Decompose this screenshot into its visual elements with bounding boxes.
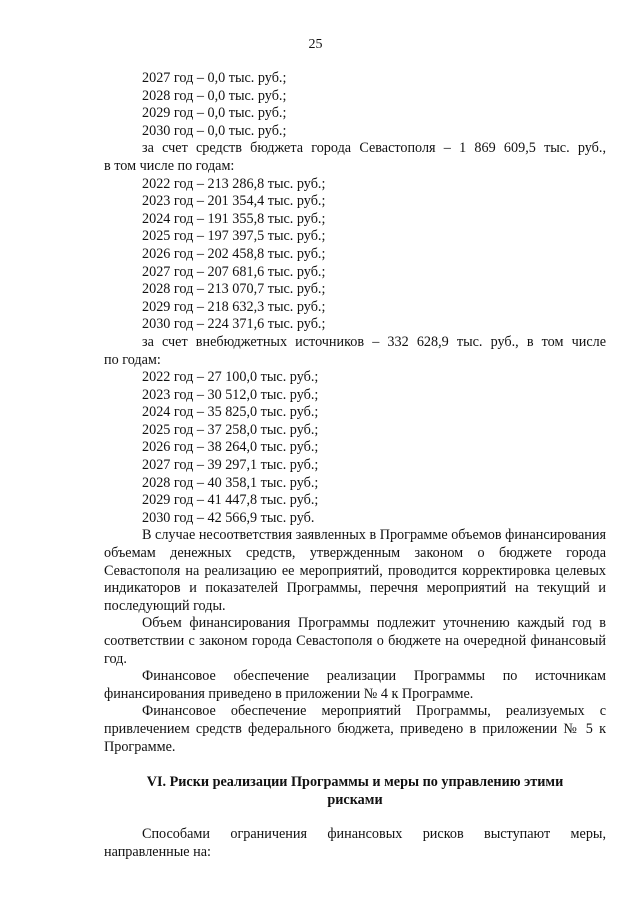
city-budget-intro-cont: в том числе по годам:	[104, 157, 235, 174]
list-item: 2030 год – 42 566,9 тыс. руб.	[142, 509, 315, 526]
list-item: 2025 год – 37 258,0 тыс. руб.;	[142, 421, 319, 438]
list-item: 2030 год – 0,0 тыс. руб.;	[142, 122, 287, 139]
list-item: 2027 год – 39 297,1 тыс. руб.;	[142, 457, 319, 474]
list-item: 2028 год – 213 070,7 тыс. руб.;	[142, 281, 326, 298]
page-number: 25	[308, 37, 323, 52]
list-item: 2028 год – 0,0 тыс. руб.;	[142, 87, 287, 104]
list-item: 2027 год – 207 681,6 тыс. руб.;	[142, 263, 326, 280]
list-item: 2029 год – 0,0 тыс. руб.;	[142, 105, 287, 122]
list-item: 2026 год – 38 264,0 тыс. руб.;	[142, 439, 319, 456]
list-item: 2023 год – 30 512,0 тыс. руб.;	[142, 386, 319, 403]
paragraph-appendix-5: Финансовое обеспечение мероприятий Программы, реализуемых с привлечением средств федерального бюджета, приведено в приложении № 5 к Программе.	[104, 703, 606, 755]
list-item: 2028 год – 40 358,1 тыс. руб.;	[142, 474, 319, 491]
extra-budget-block	[104, 334, 606, 528]
list-item: 2029 год – 41 447,8 тыс. руб.;	[142, 492, 319, 509]
paragraph-appendix-4: Финансовое обеспечение реализации Программы по источникам финансирования приведено в приложении № 4 к Программе.	[104, 668, 606, 702]
list-item: 2029 год – 218 632,3 тыс. руб.;	[142, 298, 326, 315]
list-item: 2022 год – 27 100,0 тыс. руб.;	[142, 369, 319, 386]
document-body	[104, 70, 606, 862]
paragraph-risk-measures: Способами ограничения финансовых рисков выступают меры, направленные на:	[104, 826, 606, 860]
list-item: 2024 год – 191 355,8 тыс. руб.;	[142, 210, 326, 227]
list-item: 2025 год – 197 397,5 тыс. руб.;	[142, 228, 326, 245]
list-item: 2027 год – 0,0 тыс. руб.;	[142, 70, 287, 86]
top-year-list	[104, 70, 606, 140]
extra-budget-intro: за счет внебюджетных источников – 332 628,9 тыс. руб., в том числе	[142, 333, 606, 350]
list-item: 2022 год – 213 286,8 тыс. руб.;	[142, 175, 326, 192]
extra-budget-intro-cont: по годам:	[104, 351, 161, 368]
city-budget-intro: за счет средств бюджета города Севастополя – 1 869 609,5 тыс. руб.,	[142, 140, 606, 157]
city-budget-block	[104, 140, 606, 334]
paragraph-annual-update: Объем финансирования Программы подлежит уточнению каждый год в соответствии с законом города Севастополя о бюджете на очередной финансовый год.	[104, 615, 606, 667]
paragraph-mismatch: В случае несоответствия заявленных в Программе объемов финансирования объемам денежных средств, утвержденным законом о бюджете города Севастополя на реализацию ее мероприятий, проводится корректировка целевых индикаторов и показателей Программы, перечня мероприятий на текущий и последующий годы.	[104, 527, 606, 614]
list-item: 2023 год – 201 354,4 тыс. руб.;	[142, 193, 326, 210]
list-item: 2024 год – 35 825,0 тыс. руб.;	[142, 404, 319, 421]
list-item: 2030 год – 224 371,6 тыс. руб.;	[142, 316, 326, 333]
list-item: 2026 год – 202 458,8 тыс. руб.;	[142, 245, 326, 262]
section-heading: VI. Риски реализации Программы и меры по управлению этими рисками	[146, 774, 564, 808]
